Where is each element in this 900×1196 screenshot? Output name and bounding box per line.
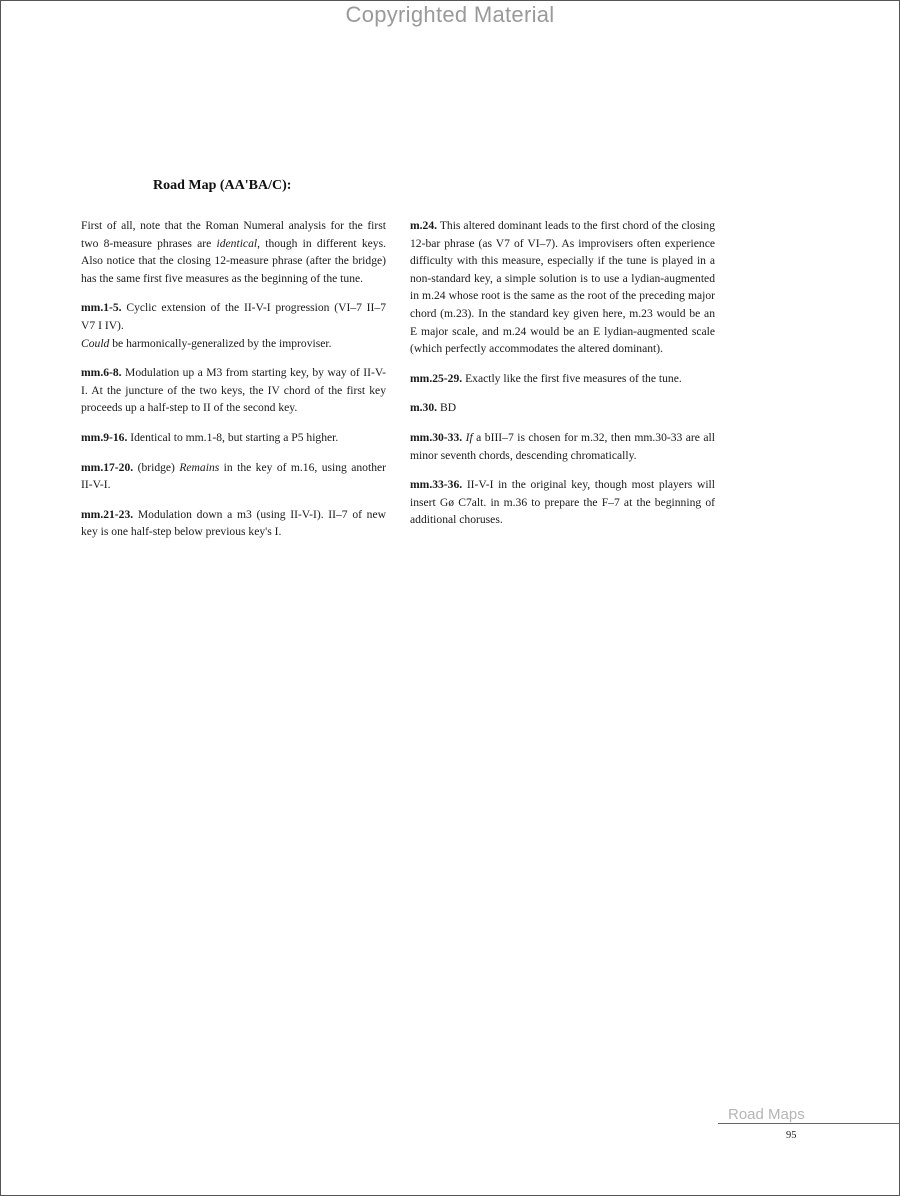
measure-label: mm.21-23.	[81, 507, 134, 521]
paragraph-emphasis: If	[462, 430, 473, 444]
paragraph-text: BD	[437, 401, 457, 415]
measure-label: mm.9-16.	[81, 430, 128, 444]
paragraph-emphasis: Could	[81, 336, 110, 350]
paragraph-mm33-36	[410, 476, 715, 529]
paragraph-text: Modulation up a M3 from starting key, by way of II-V-I. At the juncture of the two keys, the IV chord of the first key proceeds up a half-step to II of the second key.	[81, 366, 386, 415]
intro-emphasis: identical	[216, 236, 258, 250]
measure-label: mm.25-29.	[410, 371, 463, 385]
paragraph-text: in the key of m.16, using another II-V-I.	[81, 460, 386, 492]
paragraph-m30	[410, 399, 715, 417]
paragraph-mm6-8	[81, 364, 386, 417]
intro-text-end: , though in different keys. Also notice that the closing 12-measure phrase (after the bridge) has the same first five measures as the beginning of the tune.	[81, 236, 386, 285]
measure-label: m.24.	[410, 219, 438, 232]
paragraph-text: Cyclic extension of the II-V-I progression (VI–7 II–7 V7 I IV).	[81, 301, 386, 332]
page-number: 95	[786, 1130, 797, 1141]
paragraph-mm25-29	[410, 370, 715, 388]
paragraph-text: Identical to mm.1-8, but starting a P5 higher.	[127, 430, 339, 444]
paragraph-mm17-20	[81, 459, 386, 494]
paragraph-mm1-5	[81, 299, 386, 352]
measure-label: mm.17-20.	[81, 460, 134, 474]
measure-label: mm.1-5.	[81, 301, 122, 315]
paragraph-text: (bridge)	[133, 460, 180, 474]
paragraph-mm30-33	[410, 429, 715, 464]
copyright-watermark: Copyrighted Material	[345, 2, 555, 27]
measure-label: mm.33-36.	[410, 478, 463, 492]
intro-text-start: First of all, note that the Roman Numeral analysis for the first two 8-measure phrases are	[81, 219, 386, 250]
paragraph-text: a bIII–7 is chosen for m.32, then mm.30-33 are all minor seventh chords, descending chromatically.	[410, 430, 715, 462]
footer-rule	[718, 1123, 900, 1124]
left-column	[81, 217, 386, 553]
paragraph-text: be harmonically-generalized by the improviser.	[109, 336, 332, 350]
right-column	[410, 217, 715, 541]
paragraph-text: Exactly like the first five measures of the tune.	[462, 371, 682, 385]
paragraph-text: Modulation down a m3 (using II-V-I). II–7 of new key is one half-step below previous key's I.	[81, 507, 386, 539]
paragraph-emphasis: Remains	[179, 460, 220, 474]
running-head: Road Maps	[728, 1106, 805, 1123]
paragraph-m24	[410, 217, 715, 358]
paragraph-text: II-V-I in the original key, though most players will insert Gø C7alt. in m.36 to prepare the F–7 at the beginning of additional choruses.	[410, 478, 715, 527]
paragraph-mm21-23	[81, 506, 386, 541]
section-title: Road Map (AA'BA/C):	[153, 178, 292, 193]
paragraph-text: This altered dominant leads to the first chord of the closing 12-bar phrase (as V7 of VI–7). As improvisers often experience difficulty with this measure, especially if the tune is played in a non-standard key, a simple solution is to use a lydian-augmented in m.24 whose root is the same as the root of the preceding major chord (m.23). In the standard key given here, m.23 would be an E major scale, and m.24 would be an E lydian-augmented scale (which perfectly accommodates the altered dominant).	[410, 219, 715, 356]
measure-label: m.30.	[410, 401, 438, 415]
measure-label: mm.6-8.	[81, 366, 122, 380]
measure-label: mm.30-33.	[410, 430, 463, 444]
paragraph-mm9-16	[81, 429, 386, 447]
intro-paragraph	[81, 217, 386, 287]
